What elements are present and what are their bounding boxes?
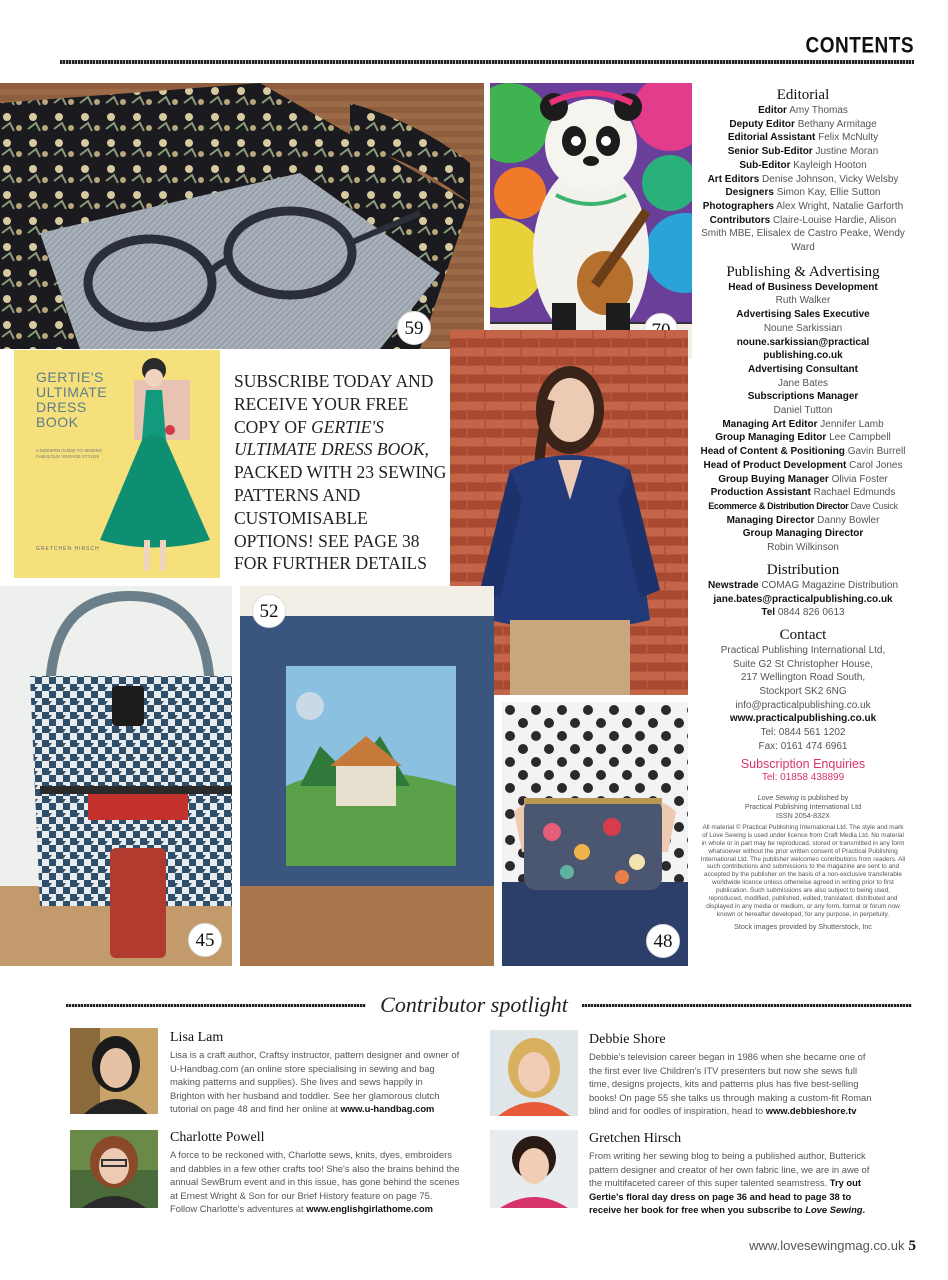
contributor-name: Gretchen Hirsch	[589, 1131, 682, 1146]
promo-line-1: SUBSCRIBE TODAY AND RECEIVE YOUR FREE COPY OF	[234, 371, 434, 437]
avatar	[70, 1130, 158, 1208]
credit-line: Photographers Alex Wright, Natalie Garforth	[702, 200, 904, 212]
credit-line: Managing Art Editor Jennifer Lamb	[722, 418, 884, 430]
credit-name: Daniel Tutton	[773, 405, 833, 417]
avatar	[490, 1030, 578, 1116]
credit-line: Newstrade COMAG Magazine Distribution	[707, 579, 899, 591]
contributor-bio: From writing her sewing blog to being a published author, Butterick pattern designer and creator of her own fabric line, we are in awe of the multifaceted career of this super talented seamstress. Try out Gertie's floral day dress on page 36 and head to page 38 to receive her book for free when you subscribe to Love Sewing.	[589, 1150, 870, 1216]
contact-line: Stockport SK2 6NG	[759, 686, 847, 698]
contact-heading: Contact	[779, 626, 827, 643]
contributor-name: Lisa Lam	[170, 1030, 224, 1045]
feature-photo-clutch	[502, 702, 688, 966]
contributor-bio: A force to be reckoned with, Charlotte sews, knits, dyes, embroiders and dabbles in a few other crafts too! She's also the brains behind the annual SewBrum event and in this issue, has gone behind the scenes at Ernest Wright & Son for our Brief History feature on page 75. Follow Charlotte's adventures at www.englishgirlathome.com	[170, 1149, 460, 1215]
contributor-bio: Lisa is a craft author, Craftsy instructor, pattern designer and owner of U-Handbag.com (an online store specialising in sewing and bag making patterns and supplies). She lives and sews happily in Brighton with her husband and toddler. See her glamorous clutch tutorial on page 48 and find her online at www.u-handbag.com	[170, 1049, 460, 1115]
subscription-tel: Tel: 01858 438899	[761, 772, 845, 784]
credit-line: Deputy Editor Bethany Armitage	[729, 118, 877, 130]
contributor-card	[589, 1131, 879, 1217]
contributor-bio: Debbie's television career began in 1986 when she became one of the first ever live Children's ITV presenters but now she sews full time, designs projects, kits and patterns plus has five best-selling books! On page 55 she talks us through making a custom-fit Roman blind and for oodles of inspiration, head to www.debbieshore.tv	[589, 1051, 872, 1117]
promo-line-2: PACKED WITH 23 SEWING PATTERNS AND CUSTOMISABLE OPTIONS! SEE PAGE 38 FOR FURTHER DETAILS	[234, 462, 447, 574]
page-badge: 48	[646, 924, 680, 958]
legal-notice: All material © Practical Publishing International Ltd. The style and mark of Love Sewing is used under licence from Craft Media Ltd. No material in whole or in part may be reproduced, stored or transmitted in any form whatsoever without the prior written consent of Practical Publishing International Ltd. The publisher welcomes contributions from readers. All such contributions and submissions to the magazine are sent to and accepted by the publisher on the basis of a non-exclusive transferable worldwide licence unless otherwise agreed in writing prior to first publication. Such submissions are also subject to being used, reproduced, modified, published, edited, translated, distributed and displayed in any media or medium, or any form, format or forum now known or hereafter developed, for any purpose, in perpetuity.	[700, 823, 906, 918]
editorial-heading: Editorial	[776, 87, 830, 103]
book-cover	[14, 350, 220, 578]
publisher-company: Practical Publishing International Ltd	[744, 801, 862, 811]
credit-line: Production Assistant Rachael Edmunds	[710, 487, 896, 499]
page-badge: 52	[252, 594, 286, 628]
credit-line: Ecommerce & Distribution Director Dave Cusick	[708, 500, 898, 511]
credit-role: Advertising Sales Executive	[736, 309, 870, 321]
contributor-card	[589, 1032, 879, 1118]
contact-line: Practical Publishing International Ltd,	[720, 644, 886, 656]
feature-photo-panda	[490, 83, 692, 359]
credit-name: Robin Wilkinson	[767, 542, 839, 554]
contributor-card	[170, 1030, 460, 1116]
contact-email[interactable]: info@practicalpublishing.co.uk	[735, 699, 871, 711]
section-title: CONTENTS	[805, 34, 914, 59]
contributor-name: Charlotte Powell	[170, 1130, 265, 1145]
credit-line: Designers Simon Kay, Ellie Sutton	[725, 187, 881, 199]
contributor-link: Try out Gertie's floral day dress on page 36 and head to page 38 to receive her book for free when you subscribe to Love Sewing.	[589, 1177, 866, 1216]
promo-book-title: GERTIE'S ULTIMATE DRESS BOOK,	[234, 416, 429, 460]
contributor-link[interactable]: www.debbieshore.tv	[765, 1105, 857, 1117]
credit-line: Editorial Assistant Felix McNulty	[727, 132, 879, 144]
contact-line: Suite G2 St Christopher House,	[732, 658, 874, 670]
credit-name: Noune Sarkissian	[763, 322, 843, 334]
book-cover-title: GERTIE'S ULTIMATE DRESS BOOK	[36, 369, 108, 430]
subscription-heading: Subscription Enquiries	[740, 756, 866, 771]
page-footer	[749, 1238, 916, 1255]
credit-role: Advertising Consultant	[747, 363, 858, 375]
contact-website-link[interactable]: www.practicalpublishing.co.uk	[729, 713, 877, 725]
page-number: 5	[908, 1238, 916, 1254]
credit-line: Editor Amy Thomas	[758, 105, 848, 116]
credit-name: Ruth Walker	[775, 295, 831, 307]
credit-name: Jane Bates	[777, 377, 829, 389]
credit-line: Managing Director Danny Bowler	[726, 514, 880, 526]
credit-line: Group Managing Editor Lee Campbell	[715, 432, 891, 444]
distribution-heading: Distribution	[766, 561, 840, 578]
contact-fax: Fax: 0161 474 6961	[758, 740, 848, 752]
credit-role: Head of Business Development	[728, 281, 878, 293]
credit-line: Tel 0844 826 0613	[761, 607, 845, 619]
footer-website-link[interactable]: www.lovesewingmag.co.uk	[749, 1238, 905, 1253]
subscription-promo	[234, 370, 449, 575]
contributor-link[interactable]: www.englishgirlathome.com	[306, 1203, 433, 1215]
credit-role: Group Managing Director	[742, 528, 864, 540]
stock-credit: Stock images provided by Shutterstock, Inc	[734, 921, 872, 931]
credit-line: Contributors Claire-Louise Hardie, Alison Smith MBE, Elisalex de Castro Peake, Wendy Ward	[701, 214, 905, 254]
credit-role: Subscriptions Manager	[747, 391, 859, 403]
feature-photo-cushion	[240, 586, 494, 966]
credit-line: Senior Sub-Editor Justine Moran	[727, 146, 879, 158]
credit-line: Group Buying Manager Olivia Foster	[718, 473, 888, 485]
feature-photo-pot-holder	[0, 83, 484, 349]
credit-line: Art Editors Denise Johnson, Vicky Welsby	[707, 173, 899, 185]
credit-line: Sub-Editor Kayleigh Hooton	[739, 159, 867, 171]
book-cover-subtitle: A MODERN GUIDE TO SEWING FABULOUS VINTAGE STYLES	[36, 448, 103, 459]
page-badge: 59	[397, 311, 431, 345]
contributor-name: Debbie Shore	[589, 1032, 666, 1047]
issn: ISSN 2054-832X	[776, 810, 830, 820]
credit-line: Head of Content & Positioning Gavin Burrell	[700, 446, 906, 458]
contributor-card	[170, 1130, 460, 1216]
book-cover-author: GRETCHEN HIRSCH	[36, 546, 100, 552]
publisher-note: Love Sewing is published by	[757, 792, 849, 802]
contact-line: 217 Wellington Road South,	[740, 672, 866, 684]
publishing-heading: Publishing & Advertising	[726, 263, 880, 280]
contributor-link[interactable]: www.u-handbag.com	[340, 1103, 435, 1115]
credit-email: noune.sarkissian@practical publishing.co.uk	[736, 336, 870, 362]
masthead-credits	[700, 82, 906, 931]
credit-line: Head of Product Development Carol Jones	[703, 459, 903, 471]
contact-tel: Tel: 0844 561 1202	[760, 727, 846, 739]
avatar	[70, 1028, 158, 1114]
spotlight-title: Contributor spotlight	[380, 992, 568, 1017]
feature-photo-bag	[0, 586, 232, 966]
page-badge: 45	[188, 923, 222, 957]
header-divider	[60, 60, 914, 64]
avatar	[490, 1130, 578, 1208]
distribution-email[interactable]: jane.bates@practicalpublishing.co.uk	[713, 593, 893, 605]
